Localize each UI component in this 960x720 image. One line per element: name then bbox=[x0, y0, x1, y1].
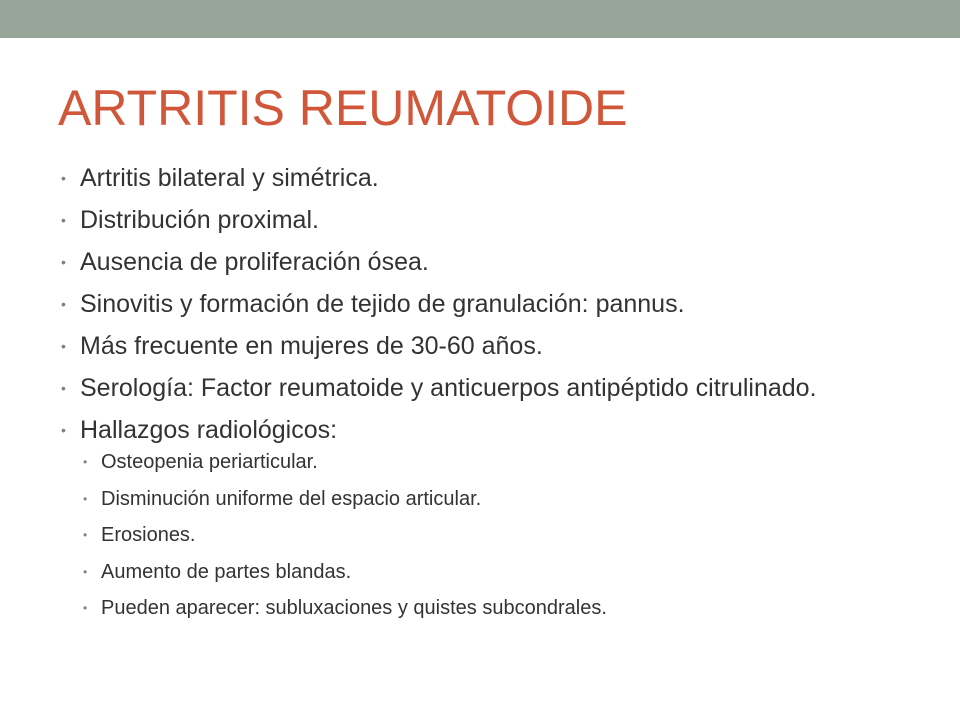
bullet-text: Hallazgos radiológicos: bbox=[80, 416, 338, 444]
slide-content bbox=[60, 163, 920, 633]
sub-bullet-dot-icon: • bbox=[83, 455, 88, 469]
bullet-text: Serología: Factor reumatoide y anticuerpos antipéptido citrulinado. bbox=[80, 374, 817, 402]
sub-bullet-item bbox=[82, 560, 920, 584]
sub-bullet-dot-icon: • bbox=[83, 564, 88, 579]
bullet-dot-icon: • bbox=[61, 296, 66, 312]
bullet-dot-icon: • bbox=[61, 212, 66, 228]
bullet-item bbox=[60, 247, 920, 277]
sub-bullet-dot-icon: • bbox=[83, 528, 88, 542]
sub-bullet-text: Erosiones. bbox=[101, 524, 196, 546]
sub-bullet-item bbox=[82, 596, 920, 620]
bullet-dot-icon: • bbox=[61, 338, 66, 354]
bullet-item bbox=[60, 331, 920, 361]
bullet-text: Sinovitis y formación de tejido de granulación: pannus. bbox=[80, 290, 685, 318]
sub-bullet-text: Aumento de partes blandas. bbox=[101, 560, 352, 583]
bullet-text: Artritis bilateral y simétrica. bbox=[80, 164, 379, 192]
bullet-dot-icon: • bbox=[61, 380, 66, 396]
sub-bullet-text: Pueden aparecer: subluxaciones y quistes subcondrales. bbox=[101, 597, 607, 619]
sub-bullet-item bbox=[82, 523, 920, 547]
bullet-list bbox=[60, 163, 920, 620]
sub-bullet-text: Osteopenia periarticular. bbox=[101, 451, 318, 473]
sub-bullet-dot-icon: • bbox=[83, 601, 88, 615]
bullet-item bbox=[60, 289, 920, 319]
bullet-dot-icon: • bbox=[61, 254, 66, 270]
bullet-dot-icon: • bbox=[61, 422, 66, 438]
sub-bullet-text: Disminución uniforme del espacio articular. bbox=[101, 487, 482, 510]
bullet-item bbox=[60, 163, 920, 193]
bullet-text: Más frecuente en mujeres de 30-60 años. bbox=[80, 332, 543, 360]
bullet-dot-icon: • bbox=[61, 170, 66, 186]
sub-bullet-list bbox=[82, 450, 920, 620]
top-accent-bar bbox=[0, 0, 960, 38]
slide-title: ARTRITIS REUMATOIDE bbox=[58, 80, 628, 136]
bullet-text: Distribución proximal. bbox=[80, 206, 319, 234]
bullet-text: Ausencia de proliferación ósea. bbox=[80, 248, 429, 276]
sub-bullet-item bbox=[82, 450, 920, 474]
bullet-item bbox=[60, 415, 920, 620]
sub-bullet-item bbox=[82, 487, 920, 511]
sub-bullet-dot-icon: • bbox=[83, 491, 88, 506]
bullet-item bbox=[60, 205, 920, 235]
bullet-item bbox=[60, 373, 920, 403]
